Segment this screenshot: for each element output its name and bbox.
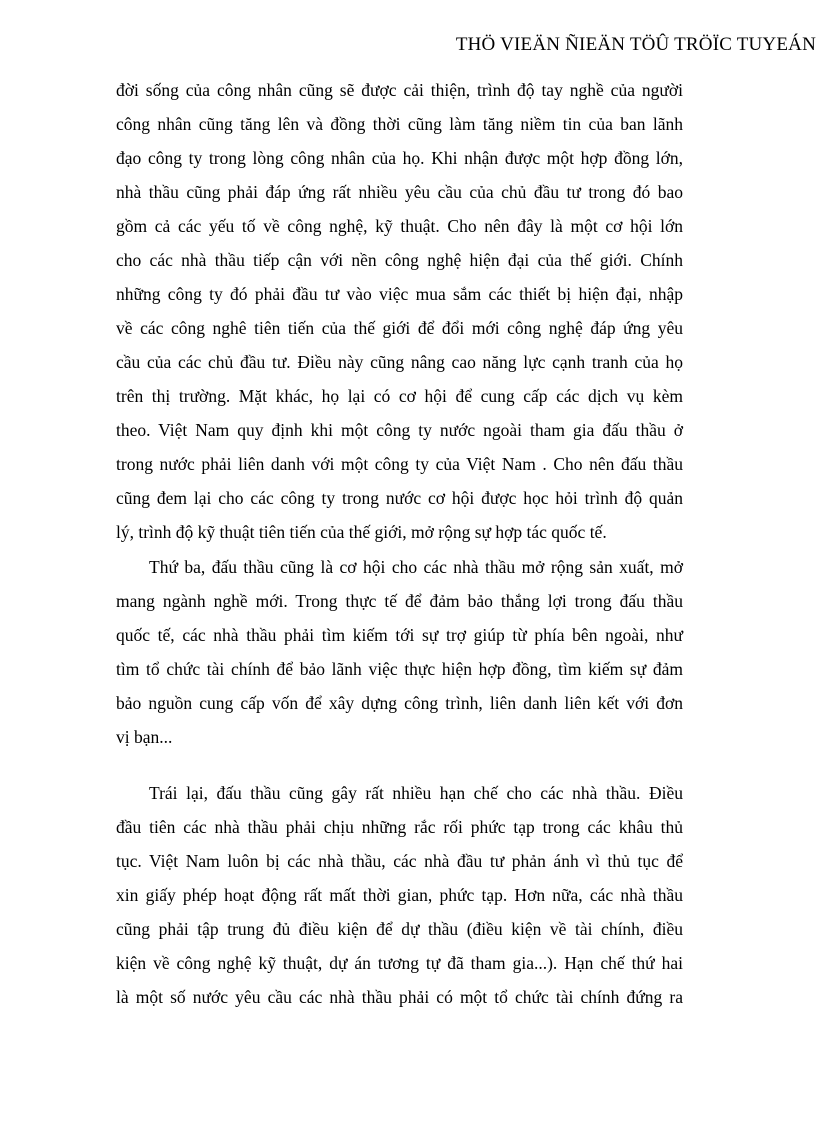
text-line: tìm tổ chức tài chính để bảo lãnh việc thực hiện hợp đồng, tìm kiếm sự đảm	[116, 659, 683, 679]
text-line: bảo nguồn cung cấp vốn để xây dựng công trình, liên danh liên kết với đơn	[116, 693, 683, 713]
text-line: Trái lại, đấu thầu cũng gây rất nhiều hạn chế cho các nhà thầu. Điều	[149, 783, 683, 803]
text-line: cho các nhà thầu tiếp cận với nền công nghệ hiện đại của thế giới. Chính	[116, 250, 683, 270]
text-line: nhà thầu cũng phải đáp ứng rất nhiều yêu cầu của chủ đầu tư trong đó bao	[116, 182, 683, 202]
text-line: lý, trình độ kỹ thuật tiên tiến của thế giới, mở rộng sự hợp tác quốc tế.	[116, 522, 607, 542]
text-line: trong nước phải liên danh với một công ty của Việt Nam . Cho nên đấu thầu	[116, 454, 683, 474]
text-line: là một số nước yêu cầu các nhà thầu phải có một tổ chức tài chính đứng ra	[116, 987, 683, 1007]
text-line: đời sống của công nhân cũng sẽ được cải thiện, trình độ tay nghề của người	[116, 80, 683, 100]
text-line: mang ngành nghề mới. Trong thực tế để đảm bảo thắng lợi trong đấu thầu	[116, 591, 683, 611]
text-line: vị bạn...	[116, 727, 173, 747]
text-line: đạo công ty trong lòng công nhân của họ. Khi nhận được một hợp đồng lớn,	[116, 148, 683, 168]
text-line: cũng phải tập trung đủ điều kiện để dự thầu (điều kiện về tài chính, điều	[116, 919, 683, 939]
page-header-title: THÖ VIEÄN ÑIEÄN TÖÛ TRÖÏC TUYEÁN	[455, 34, 816, 55]
text-line: Thứ ba, đấu thầu cũng là cơ hội cho các nhà thầu mở rộng sản xuất, mở	[149, 557, 683, 577]
text-line: những công ty đó phải đầu tư vào việc mua sắm các thiết bị hiện đại, nhập	[116, 284, 683, 304]
text-line: công nhân cũng tăng lên và đồng thời cũng làm tăng niềm tin của ban lãnh	[116, 114, 683, 134]
text-line: cũng đem lại cho các công ty trong nước cơ hội được học hỏi trình độ quản	[116, 488, 683, 508]
text-line: xin giấy phép hoạt động rất mất thời gian, phức tạp. Hơn nữa, các nhà thầu	[116, 885, 683, 905]
text-line: theo. Việt Nam quy định khi một công ty nước ngoài tham gia đấu thầu ở	[116, 420, 683, 440]
text-line: cầu của các chủ đầu tư. Điều này cũng nâng cao năng lực cạnh tranh của họ	[116, 352, 683, 372]
text-line: đầu tiên các nhà thầu phải chịu những rắc rối phức tạp trong các khâu thủ	[116, 817, 683, 837]
text-line: tục. Việt Nam luôn bị các nhà thầu, các nhà đầu tư phản ánh vì thủ tục để	[116, 851, 683, 871]
text-line: quốc tế, các nhà thầu phải tìm kiếm tới sự trợ giúp từ phía bên ngoài, như	[116, 625, 683, 645]
text-line: gồm cả các yếu tố về công nghệ, kỹ thuật. Cho nên đây là một cơ hội lớn	[116, 216, 683, 236]
text-line: kiện về công nghệ kỹ thuật, dự án tương tự đã tham gia...). Hạn chế thứ hai	[116, 953, 683, 973]
text-line: về các công nghê tiên tiến của thế giới để đổi mới công nghệ đáp ứng yêu	[116, 318, 683, 338]
text-line: trên thị trường. Mặt khác, họ lại có cơ hội để cung cấp các dịch vụ kèm	[116, 386, 683, 406]
